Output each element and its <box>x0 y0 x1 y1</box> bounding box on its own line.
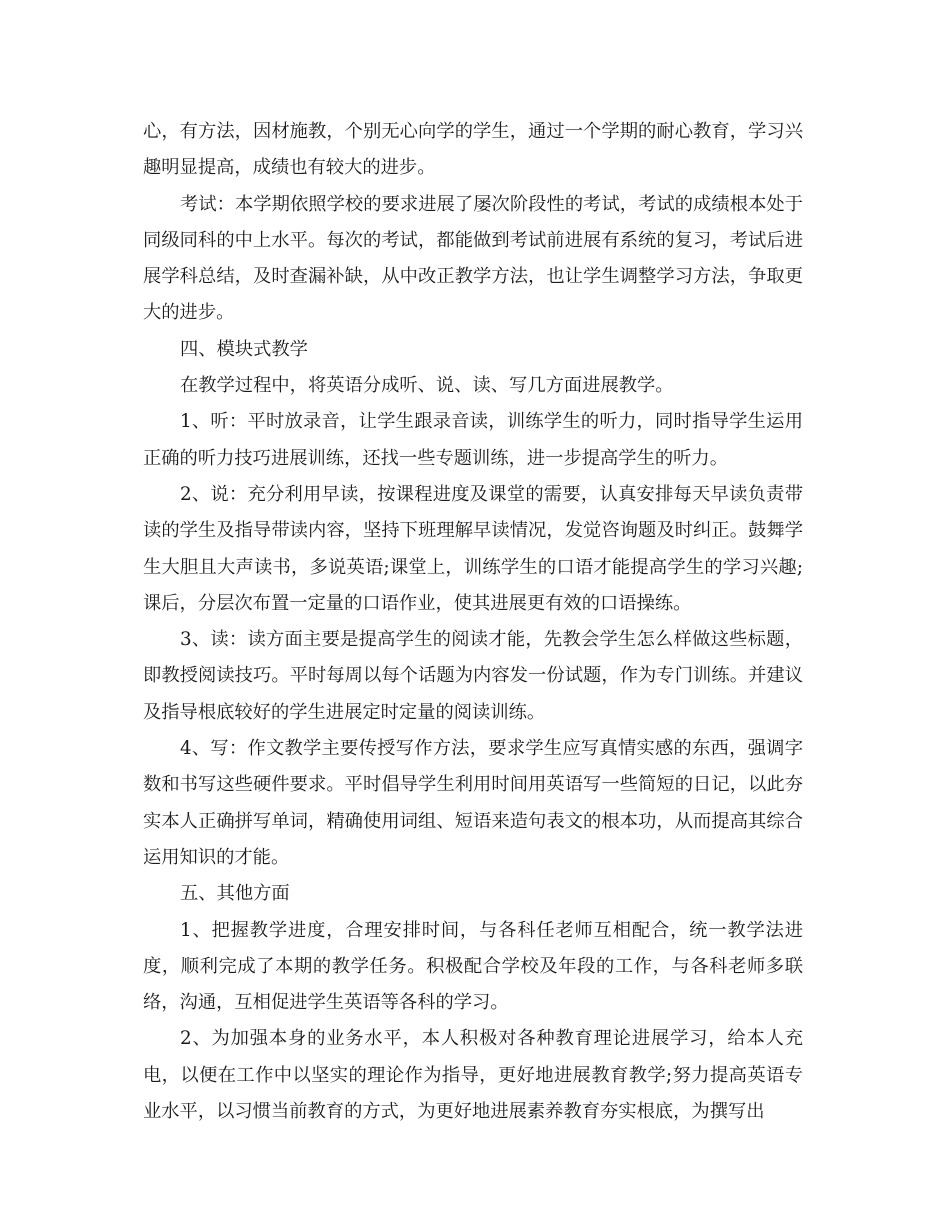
paragraph-teaching-progress: 1、把握教学进度，合理安排时间，与各科任老师互相配合，统一教学法进度，顺利完成了本期的教学任务。积极配合学校及年段的工作，与各科老师多联络，沟通，互相促进学生英语等各科的学习。 <box>143 919 803 1014</box>
paragraph-teaching-process: 在教学过程中，将英语分成听、说、读、写几方面进展教学。 <box>180 375 674 397</box>
paragraph-writing: 4、写：作文教学主要传授写作方法，要求学生应写真情实感的东西，强调字数和书写这些硬件要求。平时倡导学生利用时间用英语写一些简短的日记，以此夯实本人正确拼写单词，精确使用词组、短语来造句表文的根本功，从而提高其综合运用知识的才能。 <box>143 738 803 868</box>
paragraph-exams: 考试：本学期依照学校的要求进展了屡次阶段性的考试，考试的成绩根本处于同级同科的中上水平。每次的考试，都能做到考试前进展有系统的复习，考试后进展学科总结，及时查漏补缺，从中改正教学方法，也让学生调整学习方法，争取更大的进步。 <box>143 193 803 324</box>
document-body <box>143 114 803 1130</box>
section-heading-modular-teaching: 四、模块式教学 <box>180 338 308 360</box>
paragraph-professional-development: 2、为加强本身的业务水平，本人积极对各种教育理论进展学习，给本人充电，以便在工作中以坚实的理论作为指导，更好地进展教育教学;努力提高英语专业水平，以习惯当前教育的方式，为更好地进展素养教育夯实根底，为撰写出 <box>143 1028 803 1123</box>
paragraph-speaking: 2、说：充分利用早读，按课程进度及课堂的需要，认真安排每天早读负责带读的学生及指导带读内容，坚持下班理解早读情况，发觉咨询题及时纠正。鼓舞学生大胆且大声读书，多说英语;课堂上，训练学生的口语才能提高学生的学习兴趣;课后，分层次布置一定量的口语作业，使其进展更有效的口语操练。 <box>143 483 803 614</box>
paragraph-listening: 1、听：平时放录音，让学生跟录音读，训练学生的听力，同时指导学生运用正确的听力技巧进展训练，还找一些专题训练，进一步提高学生的听力。 <box>143 411 803 469</box>
section-heading-other-aspects: 五、其他方面 <box>180 883 290 905</box>
paragraph-reading: 3、读：读方面主要是提高学生的阅读才能，先教会学生怎么样做这些标题，即教授阅读技巧。平时每周以每个话题为内容发一份试题，作为专门训练。并建议及指导根底较好的学生进展定时定量的阅读训练。 <box>143 629 803 723</box>
paragraph-continuation: 心，有方法，因材施教，个别无心向学的学生，通过一个学期的耐心教育，学习兴趣明显提高，成绩也有较大的进步。 <box>143 121 803 179</box>
